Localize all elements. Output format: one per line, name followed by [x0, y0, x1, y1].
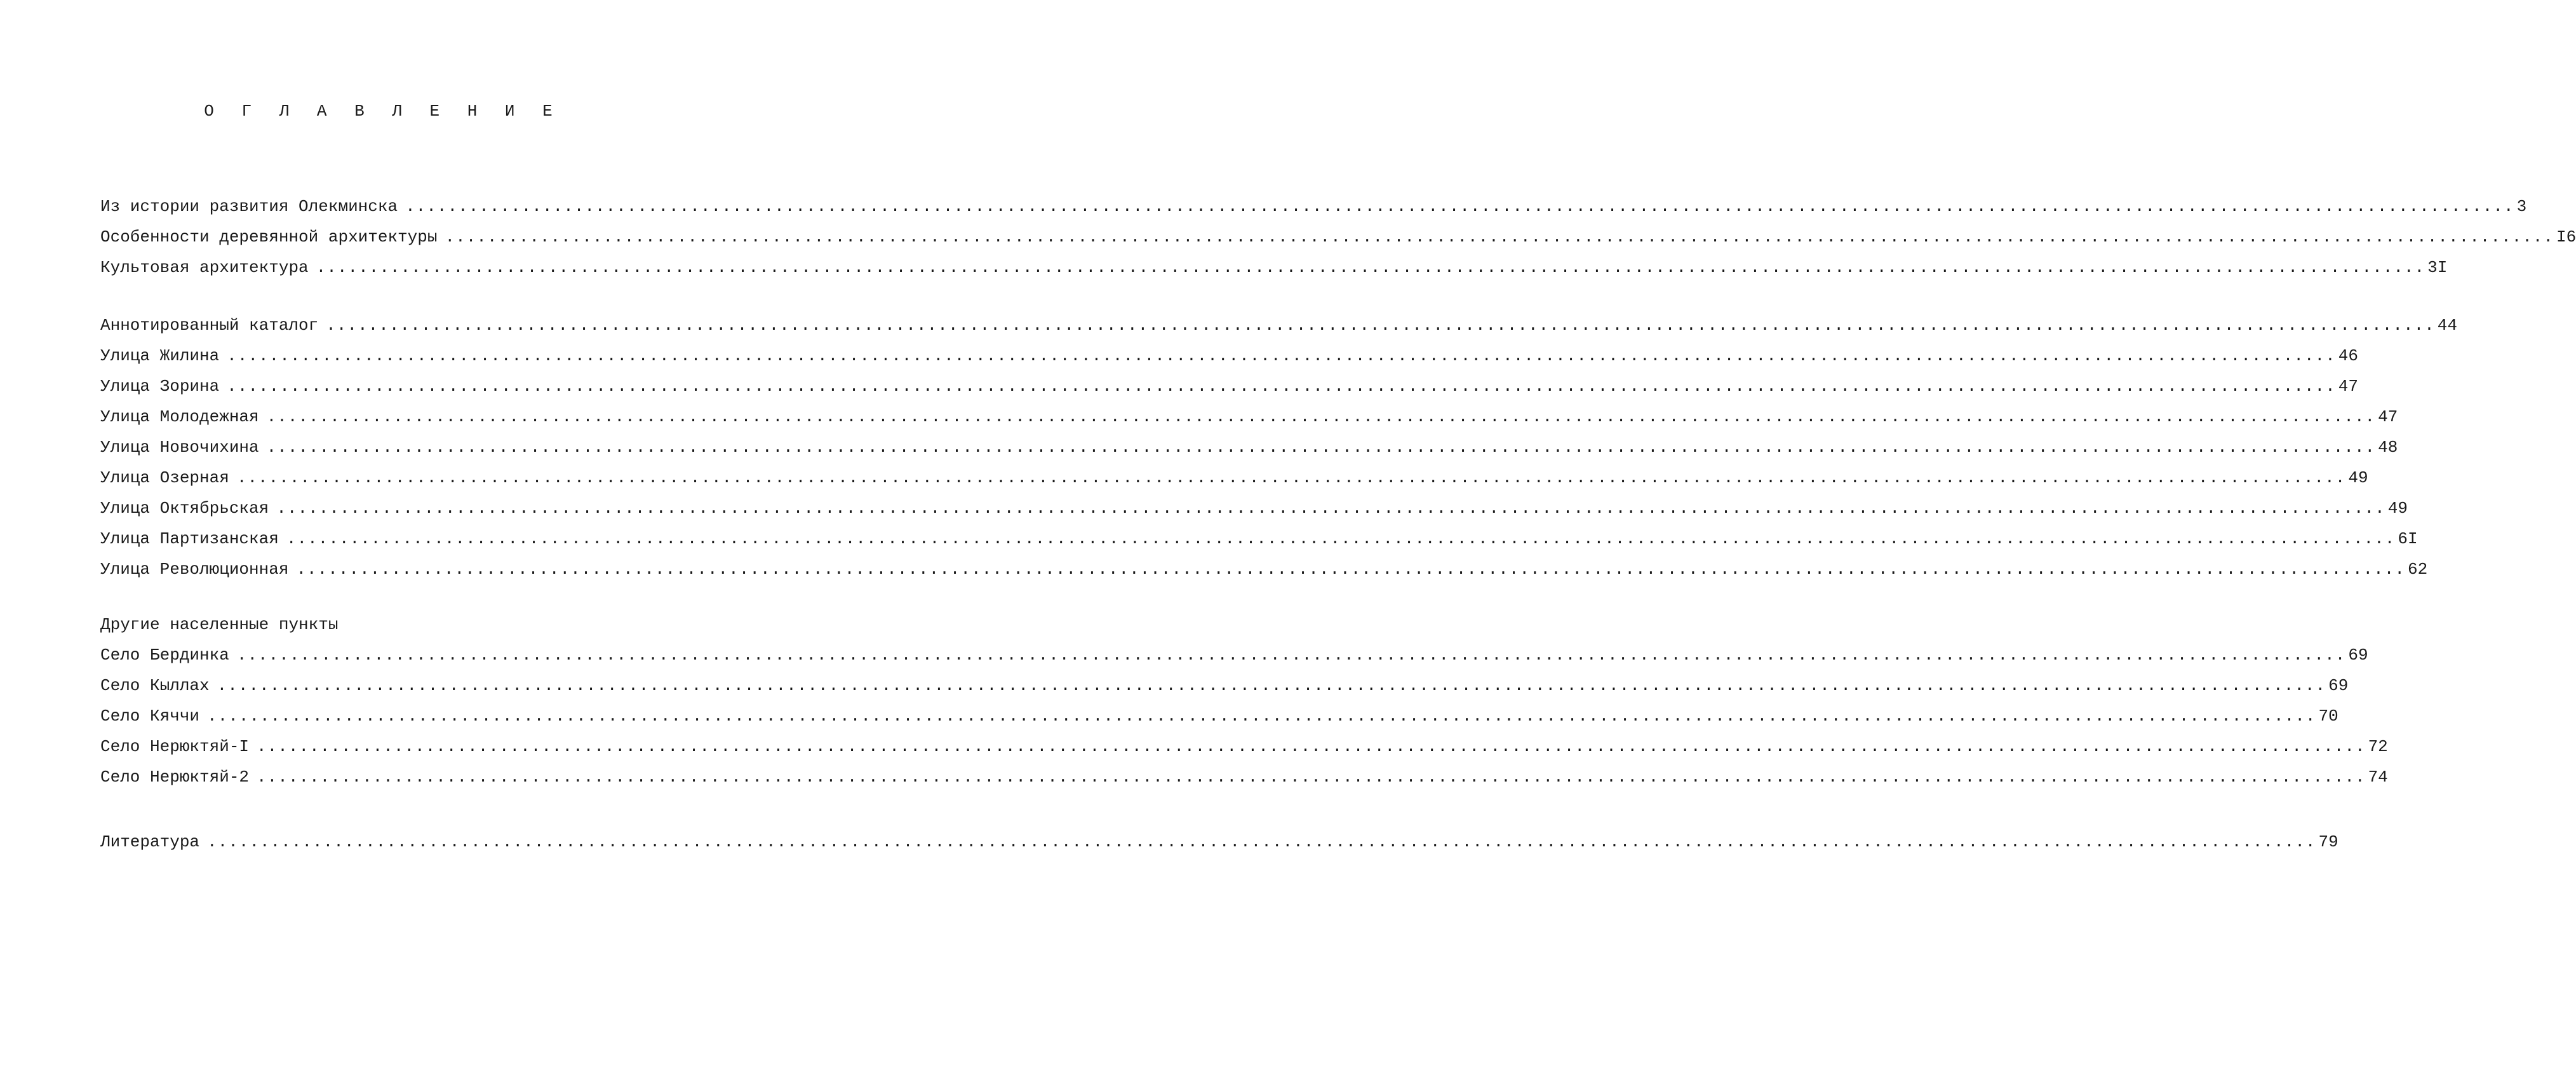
toc-section-heading[interactable]: [100, 615, 635, 646]
toc-entry[interactable]: [100, 438, 2398, 468]
toc-entry[interactable]: [100, 737, 2388, 768]
toc-entry-label: Село Кяччи: [100, 707, 200, 726]
dot-leader: ........................................................................................................................................................................................................: [257, 768, 2366, 787]
toc-entry-page: 69: [2348, 646, 2368, 665]
toc-entry-page: 6I: [2398, 529, 2418, 548]
toc-section-catalog: [100, 316, 2457, 590]
toc-entry-label: Село Кыллах: [100, 676, 210, 695]
dot-leader: ........................................................................................................................................................................................................: [257, 737, 2366, 756]
dot-leader: ........................................................................................................................................................................................................: [445, 227, 2554, 247]
toc-section-settlements: [100, 615, 2388, 798]
toc-entry[interactable]: [100, 560, 2428, 590]
toc-entry-page: 49: [2387, 499, 2408, 518]
toc-section-history: [100, 197, 2576, 288]
toc-entry[interactable]: [100, 676, 2349, 707]
dot-leader: ........................................................................................................................................................................................................: [296, 560, 2405, 579]
toc-entry[interactable]: [100, 377, 2358, 407]
toc-entry-label: Улица Зорина: [100, 377, 220, 396]
toc-entry-page: 79: [2318, 832, 2338, 851]
dot-leader: ........................................................................................................................................................................................................: [236, 468, 2346, 487]
toc-entry-page: 3: [2516, 197, 2527, 216]
toc-entry-label: Улица Октябрьская: [100, 499, 269, 518]
toc-entry[interactable]: [100, 316, 2457, 346]
toc-entry-label: Улица Партизанская: [100, 529, 279, 548]
toc-section-literature: [100, 832, 2338, 863]
dot-leader: ........................................................................................................................................................................................................: [227, 346, 2336, 365]
toc-entry[interactable]: [100, 768, 2388, 798]
toc-entry-page: 44: [2437, 316, 2457, 335]
toc-entry-label: Улица Жилина: [100, 346, 220, 365]
toc-entry[interactable]: [100, 197, 2527, 227]
dot-leader: ........................................................................................................................................................................................................: [227, 377, 2336, 396]
toc-entry-page: 48: [2378, 438, 2398, 457]
toc-entry-label: Особенности деревянной архитектуры: [100, 227, 438, 247]
toc-entry-page: 69: [2328, 676, 2349, 695]
toc-entry-page: 70: [2318, 707, 2338, 726]
toc-entry[interactable]: [100, 707, 2338, 737]
toc-entry-label: Село Нерюктяй-2: [100, 768, 250, 787]
dot-leader: ........................................................................................................................................................................................................: [236, 646, 2346, 665]
toc-entry-label: Село Нерюктяй-I: [100, 737, 250, 756]
toc-entry-page: 47: [2338, 377, 2358, 396]
toc-entry-page: 47: [2378, 407, 2398, 426]
toc-entry-page: 74: [2368, 768, 2388, 787]
toc-entry-label: Аннотированный каталог: [100, 316, 319, 335]
toc-entry[interactable]: [100, 346, 2358, 377]
toc-entry[interactable]: [100, 646, 2368, 676]
toc-entry-label: Село Бердинка: [100, 646, 229, 665]
toc-entry-label: Из истории развития Олекминска: [100, 197, 398, 216]
dot-leader: ........................................................................................................................................................................................................: [207, 832, 2316, 851]
toc-entry-label: Литература: [100, 832, 200, 851]
dot-leader: ........................................................................................................................................................................................................: [266, 407, 2376, 426]
dot-leader: ........................................................................................................................................................................................................: [217, 676, 2326, 695]
toc-entry[interactable]: [100, 258, 2448, 288]
toc-entry-page: I6: [2556, 227, 2576, 247]
toc-entry[interactable]: [100, 227, 2576, 258]
toc-entry-page: 46: [2338, 346, 2358, 365]
toc-entry[interactable]: [100, 468, 2368, 499]
dot-leader: ........................................................................................................................................................................................................: [316, 258, 2425, 277]
dot-leader: ........................................................................................................................................................................................................: [326, 316, 2435, 335]
toc-heading-label: Другие населенные пункты: [100, 615, 339, 634]
dot-leader: ........................................................................................................................................................................................................: [207, 707, 2316, 726]
toc-entry-page: 3I: [2427, 258, 2448, 277]
toc-entry[interactable]: [100, 832, 2338, 863]
toc-entry[interactable]: [100, 499, 2408, 529]
dot-leader: ........................................................................................................................................................................................................: [286, 529, 2396, 548]
toc-entry-page: 49: [2348, 468, 2368, 487]
dot-leader: ........................................................................................................................................................................................................: [266, 438, 2376, 457]
toc-entry-label: Улица Озерная: [100, 468, 229, 487]
toc-entry-label: Улица Революционная: [100, 560, 289, 579]
page-title: О Г Л А В Л Е Н И Е: [204, 102, 561, 121]
toc-entry-label: Культовая архитектура: [100, 258, 309, 277]
toc-entry-page: 72: [2368, 737, 2388, 756]
toc-entry-page: 62: [2407, 560, 2428, 579]
toc-entry[interactable]: [100, 529, 2418, 560]
dot-leader: ........................................................................................................................................................................................................: [276, 499, 2385, 518]
toc-entry[interactable]: [100, 407, 2398, 438]
toc-entry-label: Улица Новочихина: [100, 438, 259, 457]
dot-leader: ........................................................................................................................................................................................................: [405, 197, 2514, 216]
toc-entry-label: Улица Молодежная: [100, 407, 259, 426]
